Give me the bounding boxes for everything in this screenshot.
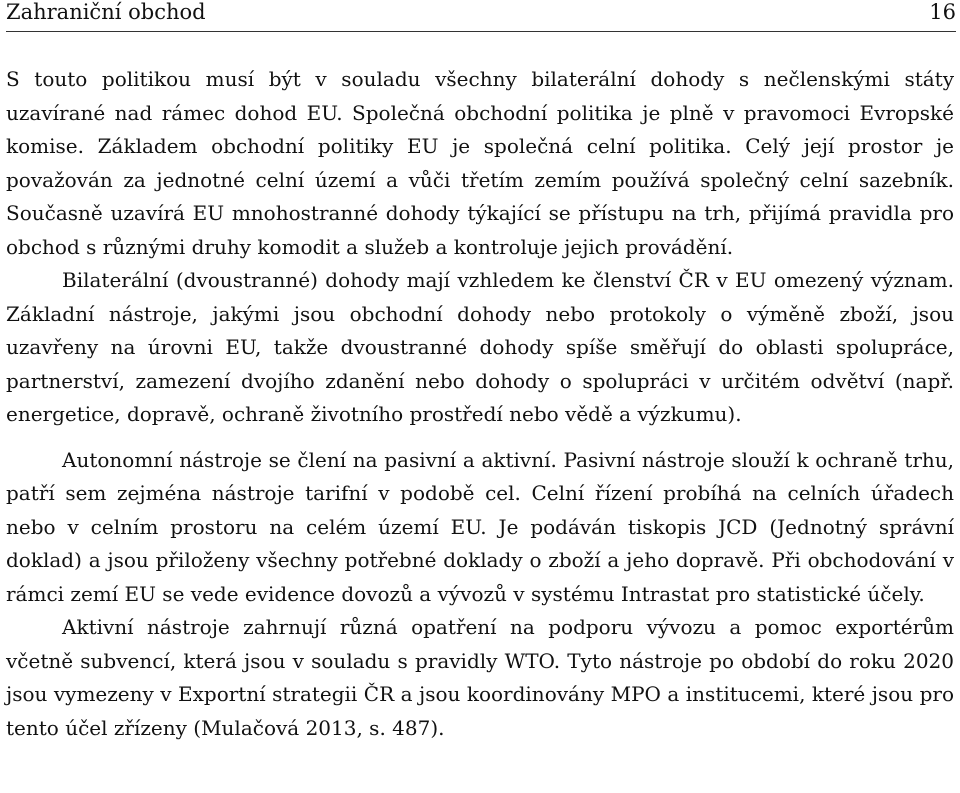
running-header [6,0,956,30]
paragraph-bilateral-agreements: Bilaterální (dvoustranné) dohody mají vzhledem ke členství ČR v EU omezený význam. Základní nástroje, jakými jsou obchodní dohody nebo protokoly o výměně zboží, jsou uzavřeny na úrovni EU, takže dvoustranné dohody spíše směřují do oblasti spolupráce, partnerství, zamezení dvojího zdanění nebo dohody o spolupráci v určitém odvětví (např. energetice, dopravě, ochraně životního prostředí nebo vědě a výzkumu). [6,268,954,426]
paragraph-active-instruments: Aktivní nástroje zahrnují různá opatření na podporu vývozu a pomoc exportérům včetně subvencí, která jsou v souladu s pravidly WTO. Tyto nástroje po období do roku 2020 jsou vymezeny v Exportní strategii ČR a jsou koordinovány MPO a institucemi, které jsou pro tento účel zřízeny (Mulačová 2013, s. 487). [6,615,954,740]
header-divider [6,31,956,32]
body-text [6,63,954,745]
paragraph-autonomous-instruments: Autonomní nástroje se člení na pasivní a aktivní. Pasivní nástroje slouží k ochraně trhu, patří sem zejména nástroje tarifní v podobě cel. Celní řízení probíhá na celních úřadech nebo v celním prostoru na celém území EU. Je podáván tiskopis JCD (Jednotný správní doklad) a jsou přiloženy všechny potřebné doklady o zboží a jeho dopravě. Při obchodování v rámci zemí EU se vede evidence dovozů a vývozů v systému Intrastat pro statistické účely. [6,447,954,606]
page-number: 16 [929,0,956,24]
header-title: Zahraniční obchod [6,0,206,24]
paragraph-eu-trade-policy: S touto politikou musí být v souladu všechny bilaterální dohody s nečlenskými státy uzavírané nad rámec dohod EU. Společná obchodní politika je plně v pravomoci Evropské komise. Základem obchodní politiky EU je společná celní politika. Celý její prostor je považován za jednotné celní území a vůči třetím zemím používá společný celní sazebník. Současně uzavírá EU mnohostranné dohody týkající se přístupu na trh, přijímá pravidla pro obchod s různými druhy komodit a služeb a kontroluje jejich provádění. [6,67,954,259]
